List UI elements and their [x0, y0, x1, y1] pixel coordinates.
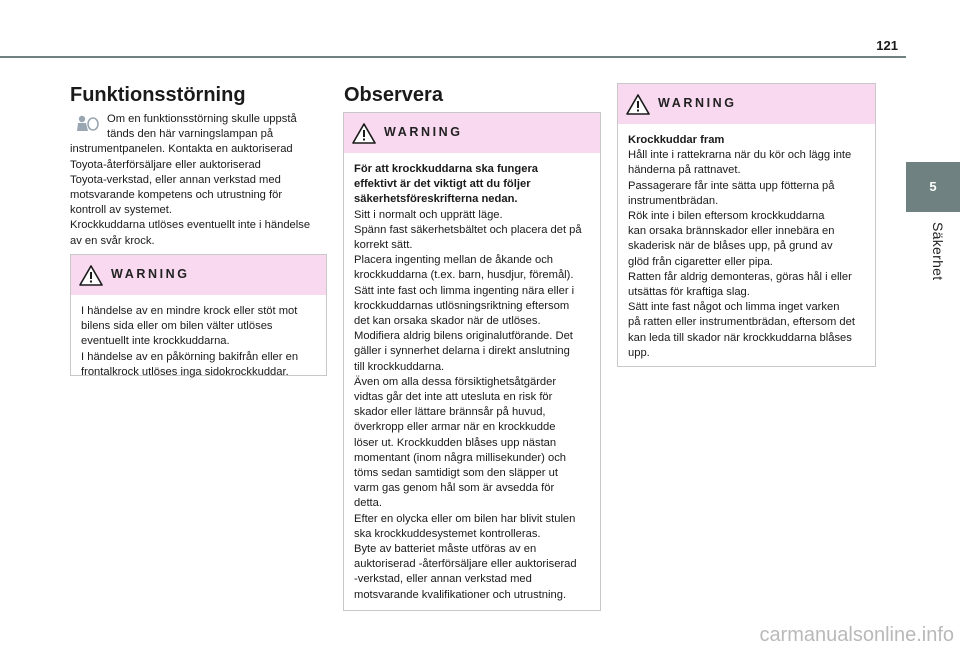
- chapter-tab: 5: [906, 162, 960, 212]
- warning-box-side-impact: [70, 254, 327, 376]
- header-divider: [0, 56, 906, 58]
- warning-text: Håll inte i rattekrarna när du kör och lägg inte händerna på rattnavet. Passagerare får inte sätta upp fötterna på instrumentbrädan. Rök inte i bilen eftersom krockkuddarna kan orsaka brännskador eller innebära en skaderisk när de blåses upp, på grund av glöd från cigaretter eller pipa. Ratten får aldrig demonteras, göras hål i eller utsättas för kraftiga slag. Sätt inte fast något och limma inget varken på ratten eller instrumentbrädan, eftersom det kan leda till skador när krockkuddarna blåses upp.: [628, 149, 855, 359]
- warning-header: [618, 84, 875, 124]
- warning-lead: Krockkuddar fram: [628, 134, 725, 146]
- warning-lead: För att krockkuddarna ska fungera effektivt är det viktigt att du följer säkerhetsföreskrifterna nedan.: [354, 163, 539, 206]
- chapter-label: Säkerhet: [930, 222, 946, 281]
- warning-text: I händelse av en mindre krock eller stöt mot bilens sida eller om bilen välter utlöses eventuellt inte krockkuddarna. I händelse av en påkörning bakifrån eller en frontalkrock utlöses inga sidokrockkuddar.: [81, 305, 299, 378]
- malfunction-text: instrumentpanelen. Kontakta en auktoriserad Toyota-återförsäljare eller auktoriserad Toyota-verkstad, eller annan verkstad med motsvarande kompetens och utrustning för kontroll av systemet. Krockkuddarna utlöses eventuellt inte i händelse av en svår krock.: [70, 143, 311, 247]
- malfunction-section: [70, 112, 330, 249]
- watermark: carmanualsonline.info: [759, 624, 954, 646]
- warning-triangle-icon: [626, 94, 650, 115]
- warning-triangle-icon: [79, 265, 103, 286]
- page-number: 121: [876, 38, 898, 53]
- heading-malfunction: Funktionsstörning: [70, 84, 246, 106]
- warning-header: [71, 255, 326, 295]
- malfunction-intro: Om en funktionsstörning skulle uppstå tänds den här varningslampan på: [107, 113, 297, 141]
- airbag-warning-icon: [74, 114, 100, 136]
- warning-box-airbag-safety: [343, 112, 601, 611]
- warning-title: WARNING: [384, 125, 463, 139]
- warning-header: [344, 113, 600, 153]
- warning-text: Sitt i normalt och upprätt läge. Spänn fast säkerhetsbältet och placera det på korrekt sätt. Placera ingenting mellan de åkande och krockkuddarna (t.ex. barn, husdjur, föremål). Sätt inte fast och limma ingenting nära eller i krockkuddarnas utlösningsriktning eftersom det kan orsaka skador när de utlöses. Modifiera aldrig bilens originalutförande. Det gäller i synnerhet delarna i direkt anslutning till krockkuddarna. Även om alla dessa försiktighetsåtgärder vidtas går det inte att utesluta en risk för skador eller lättare brännsår på huvud, överkropp eller armar när en krockkudde löser ut. Krockkudden blåses upp nästan momentant (inom några millisekunder) och töms sedan samtidigt som den släpper ut varm gas genom hål som är avsedda för detta. Efter en olycka eller om bilen har blivit stulen ska krockkuddesystemet kontrolleras. Byte av batteriet måste utföras av en auktoriserad -återförsäljare eller auktoriserad -verkstad, eller annan verkstad med motsvarande kvalifikationer och utrustning.: [354, 208, 582, 601]
- warning-title: WARNING: [658, 96, 737, 110]
- warning-box-front-airbags: [617, 83, 876, 367]
- heading-observe: Observera: [344, 84, 443, 106]
- warning-title: WARNING: [111, 267, 190, 281]
- warning-triangle-icon: [352, 123, 376, 144]
